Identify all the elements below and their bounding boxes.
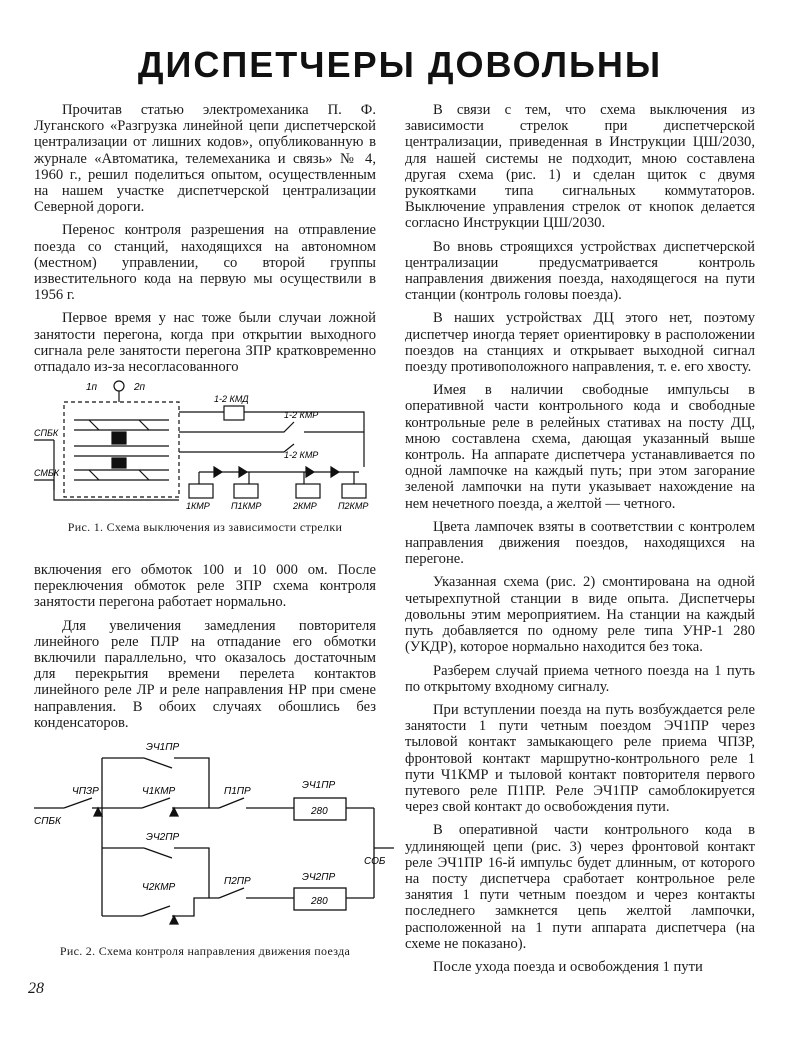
paragraph: Разберем случай приема четного поезда на 1 путь по открытому входному сигналу. — [405, 662, 755, 695]
relay-label-kmr-b: 1-2 КМР — [284, 450, 319, 460]
paragraph: Во вновь строящихся устройствах диспетчерской централизации предусматривается контроль направления движения поезда, находящегося на пути станции (контроль головы поезда). — [405, 238, 755, 304]
paragraph: Первое время у нас тоже были случаи ложной занятости перегона, когда при открытии выходного сигнала реле занятости перегона ЗПР кратковременно отпадало из-за несогласованного — [34, 310, 376, 376]
label-ech2pr-contact: ЭЧ2ПР — [146, 832, 180, 843]
paragraph: Имея в наличии свободные импульсы в оперативной части контрольного кода и свободные контрольные реле в релейных стативах на посту ДЦ, мною составлена схема, дающая указанный выше контроль. На аппарате диспетчера устанавливается по одной лампочке на каждый путь; при этом загорание зеленой лампочки на пути указывает нахождение на нем нечетного поезда, а желтой — четного. — [405, 382, 755, 512]
paragraph: В наших устройствах ДЦ этого нет, поэтому диспетчер иногда теряет ориентировку в расположении поездов на станциях и открывает выходной сигнал поезду противоположного направления, т. е. его хвосту. — [405, 310, 755, 376]
label-relay-2: ЭЧ2ПР — [302, 872, 336, 883]
paragraph: Цвета лампочек взяты в соответствии с контролем направления движения поездов, находящихся на перегоне. — [405, 518, 755, 568]
label-ch1kmr: Ч1КМР — [142, 786, 176, 797]
box-label-p2kmr: П2КМР — [338, 501, 369, 511]
paragraph: Прочитав статью электромеханика П. Ф. Луганского «Разгрузка линейной цепи диспетчерской централизации от лишних кодов», опубликованную в журнале «Автоматика, телемеханика и связь» № 4, 1960 г., решил поделиться опытом, осуществленным на нашем участке диспетчерской централизации Северной дороги. — [34, 102, 376, 216]
page-number: 28 — [28, 980, 44, 997]
label-p2pr: П2ПР — [224, 876, 251, 887]
relay-label-kmd: 1-2 КМД — [214, 394, 249, 404]
lamp-label-2n: 2п — [134, 382, 146, 393]
paragraph: Перенос контроля разрешения на отправление поезда со станций, находящихся на автономном (местном) управлении, со второй группы известительного кода на первую мы осуществили в 1956 г. — [34, 222, 376, 304]
label-p1pr: П1ПР — [224, 786, 251, 797]
box-label-1kmr: 1КМР — [186, 501, 210, 511]
article-title: ДИСПЕТЧЕРЫ ДОВОЛЬНЫ — [137, 44, 663, 85]
lamp-label-1n: 1п — [86, 382, 98, 393]
label-chpzr: ЧПЗР — [72, 786, 99, 797]
label-cob: СОБ — [364, 856, 386, 867]
label-ch2kmr: Ч2КМР — [142, 882, 176, 893]
label-relay-2-value: 280 — [311, 896, 328, 907]
paragraph: После ухода поезда и освобождения 1 пути — [433, 958, 703, 975]
right-column — [405, 102, 755, 982]
box-label-2kmr: 2КМР — [293, 501, 317, 511]
bus-label-smbk: СМБК — [34, 468, 60, 478]
paragraph: В связи с тем, что схема выключения из зависимости стрелок при диспетчерской централизации, приведенная в Инструкции ЦШ/2030, для нашей системы не подходит, мною составлена другая схема (рис. 1) и сделан щиток с двумя рукоятками типа сигнальных коммутаторов. Выключение управления стрелок от кнопок делается согласно Инструкции ЦШ/2030. — [405, 102, 755, 232]
paragraph: В оперативной части контрольного кода в удлиняющей цепи (рис. 3) через фронтовой контакт реле ЭЧ1ПР 16-й импульс будет длинным, от которого на посту диспетчера сработает контрольное реле занятия 1 пути четным поездом и через контакты последнего замкнется цепь желтой лампочки, расположенной на 1 пути аппарата диспетчера (на схеме не показано). — [405, 822, 755, 952]
bus-label-spbk: СПБК — [34, 428, 59, 438]
figure-2-caption: Рис. 2. Схема контроля направления движения поезда — [59, 944, 351, 958]
paragraph: Для увеличения замедления повторителя линейного реле ПЛР на отпадание его обмотки включили параллельно, что оказалось достаточным для перекрытия времени перелета контактов линейного реле ЛР и реле направления НР при смене направления. В обоих случаях обошлись без конденсаторов. — [34, 617, 376, 731]
relay-label-kmr-a: 1-2 КМР — [284, 410, 319, 420]
box-label-p1kmr: П1КМР — [231, 501, 262, 511]
label-ech1pr-contact: ЭЧ1ПР — [146, 742, 180, 753]
left-column-top — [34, 102, 376, 382]
paragraph: При вступлении поезда на путь возбуждается реле занятости 1 пути четным поездом ЭЧ1ПР через тыловой контакт замыкающего реле приема ЧПЗР, фронтовой контакт маршрутно-контрольного реле 1 пути Ч1КМР и тыловой контакт повторителя первого путевого реле П1ПР. Реле ЭЧ1ПР самоблокируется через свой контакт до освобождения пути. — [405, 701, 755, 816]
figure-1-caption: Рис. 1. Схема выключения из зависимости стрелки — [67, 520, 343, 534]
label-spbk: СПБК — [34, 816, 61, 827]
figure-2-diagram — [34, 738, 394, 938]
left-column-middle — [34, 562, 376, 738]
paragraph: включения его обмоток 100 и 10 000 ом. После переключения обмоток реле ЗПР схема контроля занятости перегона работает нормально. — [34, 562, 376, 611]
label-relay-1-value: 280 — [311, 806, 328, 817]
paragraph: Указанная схема (рис. 2) смонтирована на одной четырехпутной станции в виде опыта. Диспетчеры довольны этим мероприятием. На станции на каждый путь добавляется по одному реле типа УНР-1 280 (УКДР), которое нормально находится без тока. — [405, 574, 755, 656]
label-relay-1: ЭЧ1ПР — [302, 780, 336, 791]
figure-1-diagram — [34, 372, 374, 512]
